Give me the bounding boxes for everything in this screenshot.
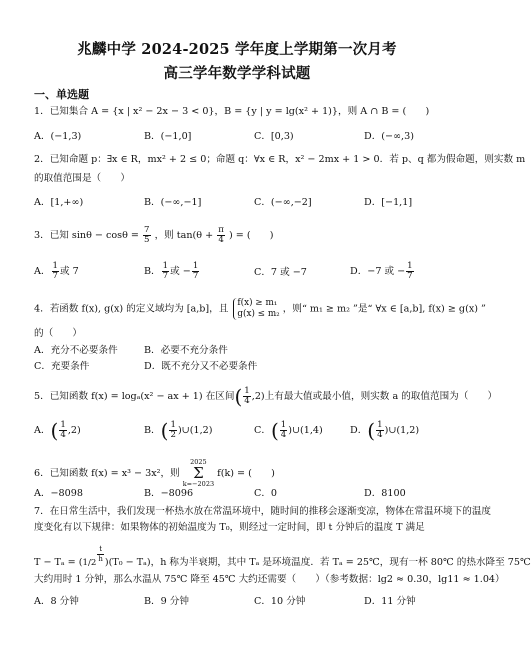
- question-7-line-2: 度变化有以下规律：如果物体的初始温度为 T₀，则经过一定时间，即 t 分钟后的温度 T 满足: [34, 522, 425, 533]
- exam-subtitle: 高三学年数学学科试题: [163, 65, 311, 82]
- question-6-stem: 6．已知函数 f(x) = x³ − 3x²，则 2025 Σ k=−2023 f(k) = ( ): [34, 458, 275, 488]
- q3-b-fraction-2: $\frac{1}{7}$: [192, 261, 199, 281]
- exam-title: 兆麟中学 2024-2025 学年度上学期第一次月考: [77, 41, 397, 58]
- q5-option-b: B．( $\frac{1}{2}$ )∪(1,2): [144, 418, 213, 443]
- q6-summation: 2025 Σ k=−2023: [182, 458, 215, 488]
- section-heading: 一、单选题: [34, 88, 89, 101]
- question-3-stem: [34, 226, 274, 245]
- q4-option-d: D．既不充分又不必要条件: [144, 361, 258, 372]
- q4-option-b: B．必要不充分条件: [144, 345, 228, 356]
- q6-option-a: A．−8098: [34, 488, 83, 499]
- q5-option-a: A．( $\frac{1}{4}$ ,2): [34, 418, 81, 443]
- q7-option-a: A．8 分钟: [34, 596, 79, 607]
- question-1-stem: 1．已知集合 A = {x | x² − 2x − 3 < 0}，B = {y | y = lg(x² + 1)}，则 A ∩ B = ( ): [34, 106, 430, 117]
- question-7-line-1: 7．在日常生活中，我们发现一杯热水放在常温环境中，随时间的推移会逐渐变凉，物体在常温环境下的温度: [34, 506, 492, 517]
- q3-option-c: C．7 或 −7: [254, 267, 307, 278]
- q3-d-fraction: $\frac{1}{7}$: [407, 261, 413, 281]
- question-7-line-4: 大约用时 1 分钟，那么水温从 75℃ 降至 45℃ 大约还需要（ ）（参考数据：lg2 ≈ 0.30，lg11 ≈ 1.04）: [34, 574, 505, 585]
- q7-option-c: C．10 分钟: [254, 596, 306, 607]
- q6-option-d: D．8100: [364, 488, 406, 499]
- q3-option-b: B． $\frac{1}{7}$ 或 − $\frac{1}{7}$: [144, 261, 199, 281]
- q4-option-c: C．充要条件: [34, 361, 90, 372]
- q2-option-b: B．(−∞,−1]: [144, 197, 202, 208]
- q4-option-a: A．充分不必要条件: [34, 345, 118, 356]
- q3-a-fraction: $\frac{1}{7}$: [52, 261, 58, 281]
- q2-option-d: D．[−1,1]: [364, 197, 413, 208]
- q1-option-a: A．(−1,3): [34, 131, 82, 142]
- q7-exponent: t h: [98, 545, 103, 563]
- q3-b-fraction-1: $\frac{1}{7}$: [162, 261, 169, 281]
- q7-option-b: B．9 分钟: [144, 596, 189, 607]
- q1-option-d: D．(−∞,3): [364, 131, 414, 142]
- q6-option-c: C．0: [254, 488, 278, 499]
- question-7-line-3: T − Tₐ = (1/2 $^{\frac{t}{h}}$ )(T₀ − Tₐ)，h 称为半衰期，其中 Tₐ 是环境温度．若 Tₐ = 25℃，现有一杯 80℃ 的热水降至 75℃: [34, 545, 531, 569]
- q2-option-a: A．[1,+∞): [34, 197, 84, 208]
- q1-option-b: B．(−1,0]: [144, 131, 192, 142]
- question-2-stem-cont: 的取值范围是（ ）: [34, 173, 130, 184]
- q3-stem-mid: ，则 tan(θ +: [154, 230, 214, 241]
- q3-stem-pre: 3．已知 sinθ − cosθ =: [34, 230, 139, 241]
- question-2-stem: 2．已知命题 p：∃x ∈ R，mx² + 2 ≤ 0；命题 q：∀x ∈ R，x² − 2mx + 1 > 0．若 p、q 都为假命题，则实数 m: [34, 154, 526, 165]
- q2-option-c: C．(−∞,−2]: [254, 197, 312, 208]
- q6-option-b: B．−8096: [144, 488, 194, 499]
- q3-option-a: A． $\frac{1}{7}$ 或 7: [34, 261, 79, 281]
- q4-condition-system: f(x) ≥ m₁ g(x) ≤ m₂: [233, 298, 279, 320]
- q5-option-c: C．( $\frac{1}{4}$ )∪(1,4): [254, 418, 323, 443]
- q1-option-c: C．[0,3): [254, 131, 294, 142]
- q5-option-d: D．( $\frac{1}{4}$ )∪(1,2): [350, 418, 420, 443]
- q7-option-d: D．11 分钟: [364, 596, 416, 607]
- question-4-stem-cont: 的（ ）: [34, 328, 82, 339]
- q3-fraction: $\frac{7}{5}$: [144, 225, 150, 245]
- q5-interval-fraction: $\frac{1}{4}$: [244, 386, 250, 406]
- q3-stem-post: ) = ( ): [228, 230, 274, 241]
- question-4-stem: 4．若函数 f(x), g(x) 的定义域均为 [a,b]，且 f(x) ≥ m₁ g(x) ≤ m₂ ，则“ m₁ ≥ m₂ ”是“ ∀x ∈ [a,b], f(x) ≥ g(x) ”: [34, 298, 486, 319]
- question-5-stem: 5．已知函数 f(x) = logₐ(x² − ax + 1) 在区间( $\frac{1}{4}$ ,2)上有最大值或最小值，则实数 a 的取值范围为（ ）: [34, 384, 498, 409]
- q3-pi-fraction: $\frac{\pi}{4}$: [218, 225, 224, 245]
- q3-option-d: D．−7 或 − $\frac{1}{7}$: [350, 261, 413, 281]
